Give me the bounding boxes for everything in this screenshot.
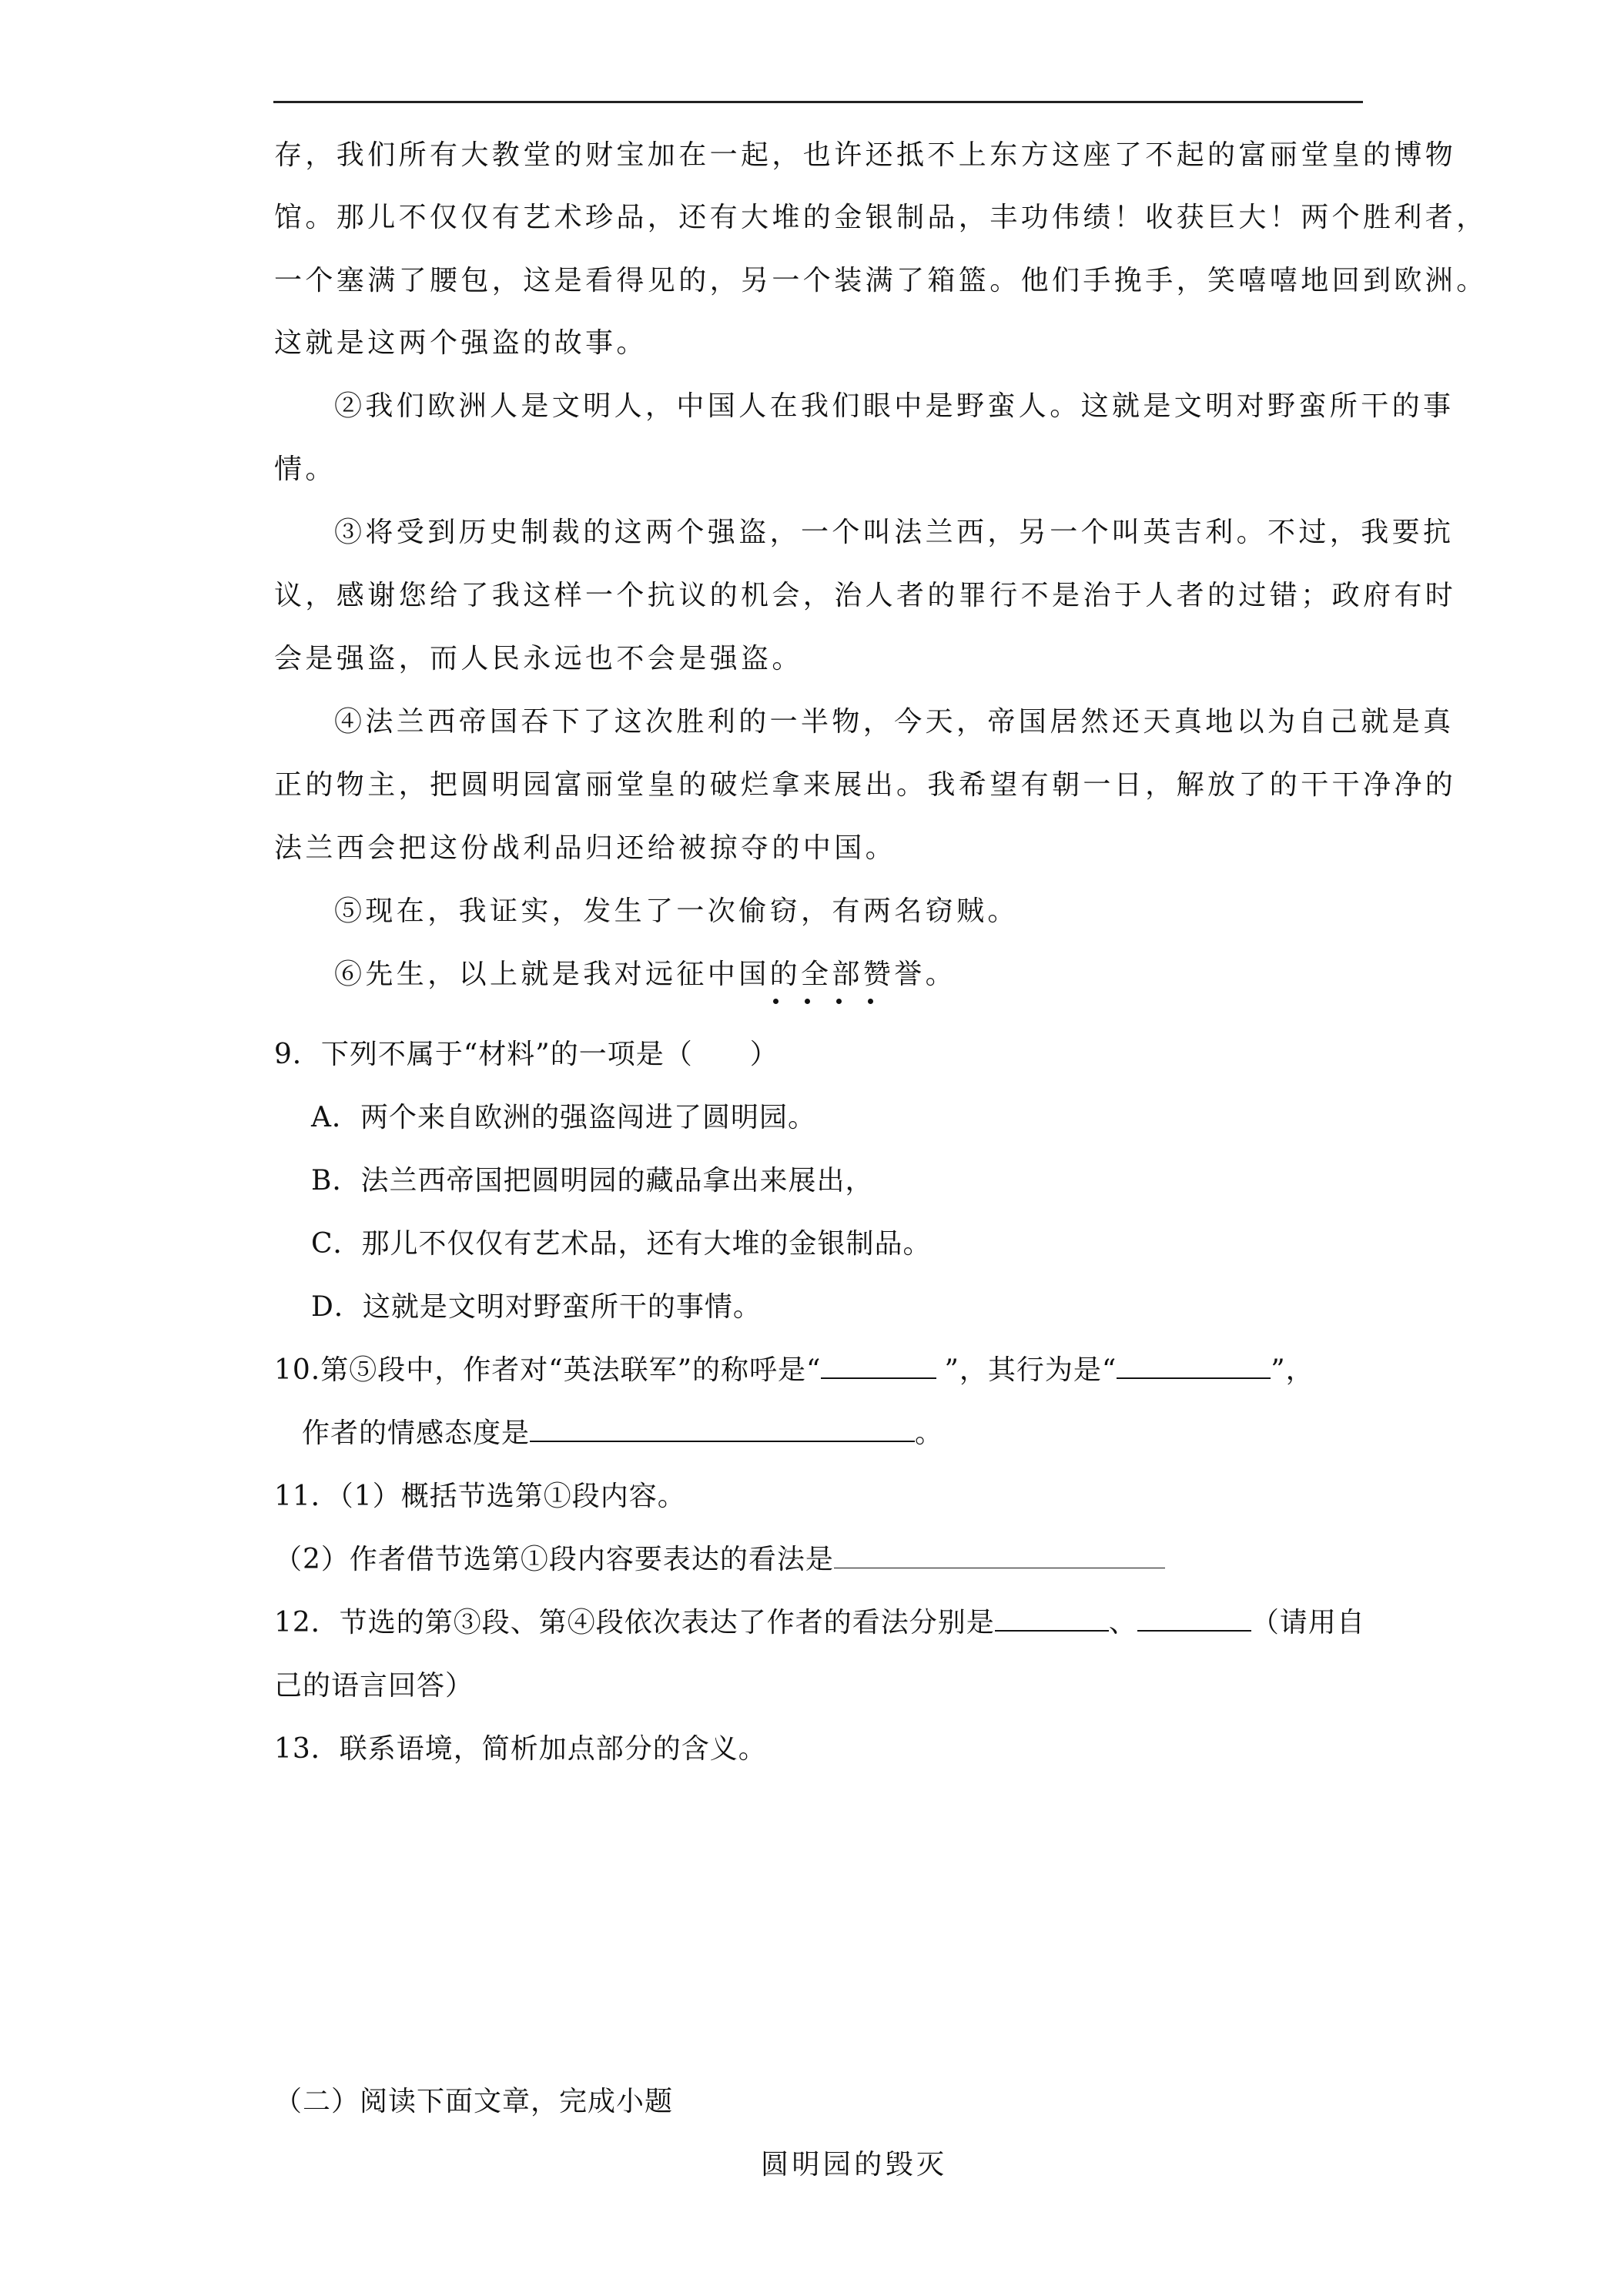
- emphasis-dot: [868, 999, 873, 1004]
- question-10-line-1: [274, 1354, 1314, 1387]
- header-rule: [273, 101, 1363, 103]
- section-2-heading: （二）阅读下面文章，完成小题: [274, 2086, 674, 2117]
- question-11-line-1: 11．（1）概括节选第①段内容。: [274, 1481, 686, 1512]
- answer-blank[interactable]: [1137, 1607, 1251, 1632]
- passage-line: ③将受到历史制裁的这两个强盗，一个叫法兰西，另一个叫英吉利。不过，我要抗: [334, 517, 1455, 548]
- answer-blank[interactable]: [821, 1354, 936, 1379]
- passage-line: ②我们欧洲人是文明人，中国人在我们眼中是野蛮人。这就是文明对野蛮所干的事: [334, 390, 1455, 422]
- question-10-text: 10.第⑤段中，作者对“英法联军”的称呼是“: [274, 1354, 822, 1386]
- passage-line: 会是强盗，而人民永远也不会是强盗。: [274, 643, 803, 674]
- question-10-text: 。: [915, 1417, 944, 1449]
- question-9-option-b: B．法兰西帝国把圆明园的藏品拿出来展出，: [311, 1165, 874, 1197]
- question-12-text: （请用自: [1251, 1607, 1365, 1638]
- answer-blank[interactable]: [995, 1607, 1109, 1632]
- emphasis-dot: [805, 999, 810, 1004]
- answer-blank[interactable]: [1117, 1354, 1271, 1379]
- passage-line: ④法兰西帝国吞下了这次胜利的一半物，今天，帝国居然还天真地以为自己就是真: [334, 706, 1455, 738]
- passage-line: 这就是这两个强盗的故事。: [274, 327, 648, 359]
- answer-blank[interactable]: [530, 1417, 915, 1442]
- question-9-option-c: C．那儿不仅仅有艺术品，还有大堆的金银制品。: [311, 1228, 932, 1260]
- question-10-line-2: [302, 1417, 943, 1451]
- question-12-text: 、: [1108, 1607, 1137, 1638]
- question-12-line-2: 己的语言回答）: [274, 1670, 474, 1702]
- question-10-text: 作者的情感态度是: [302, 1417, 531, 1449]
- emphasis-dot: [773, 999, 779, 1004]
- question-10-text: ”，其行为是“: [944, 1354, 1117, 1386]
- passage-line: 馆。那儿不仅仅有艺术珍品，还有大堆的金银制品，丰功伟绩！收获巨大！两个胜利者，: [274, 202, 1488, 233]
- passage-line: 法兰西会把这份战利品归还给被掠夺的中国。: [274, 832, 897, 864]
- passage-line: 情。: [274, 454, 337, 485]
- question-9-option-d: D．这就是文明对野蛮所干的事情。: [311, 1291, 762, 1323]
- question-13-stem: 13．联系语境，简析加点部分的含义。: [274, 1733, 767, 1765]
- question-12-text: 12．节选的第③段、第④段依次表达了作者的看法分别是: [274, 1607, 995, 1638]
- question-11-text: （2）作者借节选第①段内容要表达的看法是: [274, 1544, 834, 1575]
- question-9-option-a: A．两个来自欧洲的强盗闯进了圆明园。: [311, 1102, 816, 1133]
- passage-line: ⑥先生，以上就是我对远征中国的全部赞誉。: [334, 959, 957, 990]
- passage-line: 议，感谢您给了我这样一个抗议的机会，治人者的罪行不是治于人者的过错；政府有时: [274, 580, 1457, 611]
- section-2-title: 圆明园的毁灭: [761, 2149, 948, 2181]
- passage-line: 一个塞满了腰包，这是看得见的，另一个装满了箱篮。他们手挽手，笑嘻嘻地回到欧洲。: [274, 265, 1488, 296]
- question-9-stem: 9．下列不属于“材料”的一项是（ ）: [274, 1039, 779, 1070]
- emphasis-dot: [836, 999, 842, 1004]
- passage-line: 正的物主，把圆明园富丽堂皇的破烂拿来展出。我希望有朝一日，解放了的干干净净的: [274, 769, 1457, 801]
- passage-line: 存，我们所有大教堂的财宝加在一起，也许还抵不上东方这座了不起的富丽堂皇的博物: [274, 139, 1457, 171]
- question-12-line-1: [274, 1606, 1365, 1640]
- question-11-line-2: [274, 1543, 1165, 1577]
- question-10-text: ”，: [1271, 1354, 1314, 1386]
- passage-line: ⑤现在，我证实，发生了一次偷窃，有两名窃贼。: [334, 895, 1019, 927]
- answer-blank[interactable]: [834, 1545, 1165, 1568]
